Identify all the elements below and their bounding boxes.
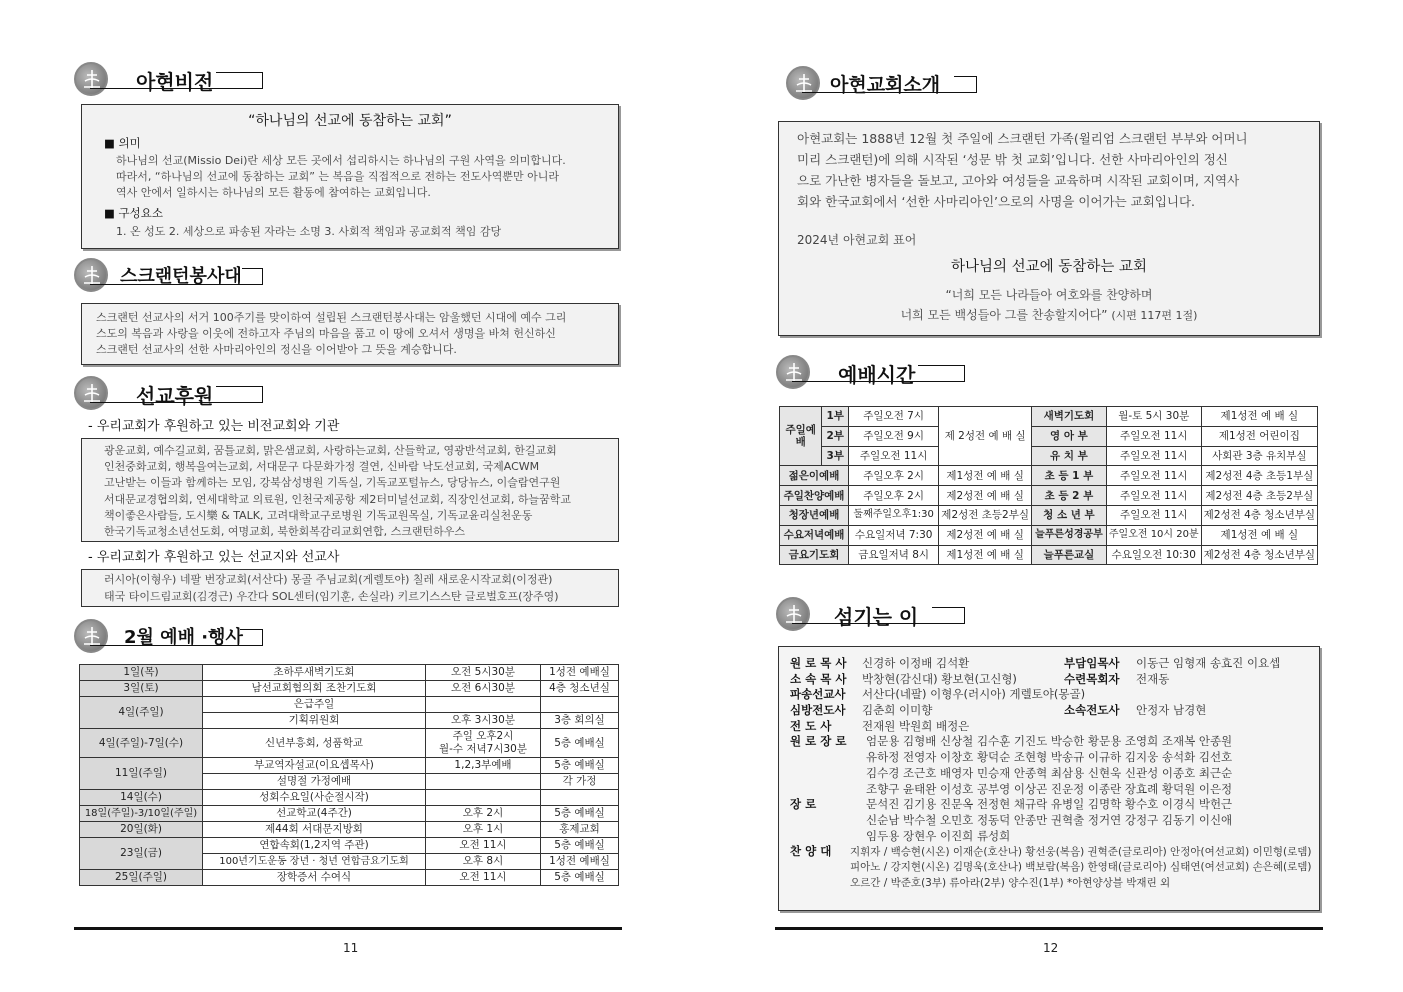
- table-row: 2부 주일오전 9시 영 아 부 주일오전 11시 제1성전 어린이집: [780, 426, 1318, 446]
- church-logo-icon: [776, 597, 810, 631]
- mission-list1-box: 광운교회, 예수길교회, 꿈틀교회, 맑은샘교회, 사랑하는교회, 산들학교, 영광반석교회, 한길교회 인천중화교회, 행복을여는교회, 서대문구 다문화가정 결연, 신바람 낙도선교회, 국제ACWM 고난받는 이들과 함께하는 모임, 강북삼성병원 기독실, 기독교포털뉴스, 당당뉴스, 이슬람연구원 서대문교경협의회, 연세대학교 의료원, 인천국제공항 제2터미널선교회, 직장인선교회, 하늘꿈학교 책이좋은사람들, 도시樂 & TALK, 고려대학교구로병원 기독교원목실, 기독교윤리실천운동 한국기독교청소년선도회, 여명교회, 북한회복감리교회연합, 스크랜턴하우스: [81, 438, 619, 542]
- church-logo-icon: [776, 355, 810, 389]
- table-row: 25일(주일) 장학증서 수여식 오전 11시 5층 예배실: [80, 870, 619, 886]
- calendar-table: [79, 664, 619, 886]
- table-row: 4일(주일)-7일(수) 신년부흥회, 성품학교 주일 오후2시 월-수 저녁7시30분 5층 예배실: [80, 729, 619, 758]
- vision-box: [81, 104, 619, 249]
- table-row: 3일(토) 남선교회협의회 조찬기도회 오전 6시30분 4층 청소년실: [80, 681, 619, 697]
- church-logo-icon: [74, 376, 108, 410]
- mission-sub1: - 우리교회가 후원하고 있는 비전교회와 기관: [88, 419, 340, 434]
- church-logo-icon: [74, 62, 108, 96]
- intro-box: 아현교회는 1888년 12월 첫 주일에 스크랜턴 가족(윌리엄 스크랜턴 부부와 어머니 미리 스크랜턴)에 의해 시작된 ‘성문 밖 첫 교회’입니다. 선한 사마리아인의 정신 으로 가난한 병자들을 돌보고, 고아와 여성들을 교육하며 시작된 교회이며, 지역사 회와 한국교회에서 ‘선한 사마리아인’으로의 사명을 이어가는 교회입니다. 2024년 아현교회 표어 하나님의 선교에 동참하는 교회 “너희 모든 나라들아 여호와를 찬양하며 너희 모든 백성들아 그를 찬송할지어다” (시편 117편 1절): [778, 121, 1320, 336]
- table-row: 주일찬양예배 주일오후 2시 제2성전 예 배 실 초 등 2 부 주일오전 11시 제2성전 4층 초등2부실: [780, 486, 1318, 506]
- footer-rule-left: [74, 927, 622, 930]
- table-row: 1일(목) 초하루새벽기도회 오전 5시30분 1성전 예배실: [80, 665, 619, 681]
- vision-quote: “하나님의 선교에 동참하는 교회”: [248, 113, 452, 129]
- table-row: 4일(주일) 은급주일: [80, 697, 619, 713]
- section-title: 섬기는 이: [834, 605, 919, 629]
- page-number-left: 11: [343, 941, 359, 955]
- table-row: 기획위원회 오후 3시30분 3층 회의실: [80, 713, 619, 729]
- verse-line2: 너희 모든 백성들아 그를 찬송할지어다”: [900, 308, 1108, 322]
- motto-label: 2024년 아현교회 표어: [797, 233, 917, 247]
- mission-list2-box: 러시아(이형우) 네팔 번장교회(서산다) 몽골 주님교회(게렐토야) 칠레 새로운시작교회(이정관) 태국 타이드림교회(김경근) 우간다 SOL센터(임기훈, 손실라) 키르기스스탄 글로벌호프(장주영): [81, 569, 619, 607]
- section-header-vision: [74, 62, 274, 102]
- table-row: 20일(화) 제44회 서대문지방회 오후 1시 홍제교회: [80, 822, 619, 838]
- vision-meaning-text: 하나님의 선교(Missio Dei)란 세상 모든 곳에서 섭리하시는 하나님의 구원 사역을 의미합니다. 따라서, “하나님의 선교에 동참하는 교회” 는 복음을 직접적으로 전하는 전도사역뿐만 아니라 역사 안에서 일하시는 하나님의 모든 활동에 참여하는 교회입니다.: [116, 154, 566, 199]
- table-row: 금요기도회 금요일저녁 8시 제1성전 예 배 실 늘푸른교실 수요일오전 10:30 제2성전 4층 청소년부실: [780, 545, 1318, 565]
- table-row: 설명절 가정예배 각 가정: [80, 774, 619, 790]
- section-header-scranton: [74, 258, 274, 298]
- vision-components-text: 1. 온 성도 2. 세상으로 파송된 자라는 소명 3. 사회적 책임과 공교회적 책임 감당: [116, 225, 502, 238]
- table-row: 청장년예배 둘째주일오후1:30 제2성전 초등2부실 청 소 년 부 주일오전 11시 제2성전 4층 청소년부실: [780, 505, 1318, 525]
- table-row: 젊은이예배 주일오후 2시 제1성전 예 배 실 초 등 1 부 주일오전 11시 제2성전 4층 초등1부실: [780, 466, 1318, 486]
- motto: 하나님의 선교에 동참하는 교회: [951, 259, 1147, 275]
- vision-heading-components: ■ 구성요소: [104, 206, 163, 220]
- table-row: 18일(주일)-3/10일(주일) 선교학교(4주간) 오후 2시 5층 예배실: [80, 806, 619, 822]
- verse-ref: (시편 117편 1절): [1111, 309, 1198, 322]
- table-row: 수요저녁예배 수요일저녁 7:30 제2성전 예 배 실 늘푸른성경공부 주일오전 10시 20분 제1성전 예 배 실: [780, 525, 1318, 545]
- staff-list: 원 로 목 사 신경하 이정배 김석환 부담임목사 이동근 임형재 송효진 이요셉 소 속 목 사 박창현(감신대) 황보현(고신형) 수련목회자 전재동 파송선교사 서산다(네팔) 이형우(러시아) 게렐토야(몽골) 심방전도사 김춘희 이미향 소속전도사 안정자 남경현 전 도 사 전재원 박원희 배정은 원 로 장 로 엄문용 김형배 신상철 김수훈 기진도 박승한 황문용 조영희 조재복 안종원 유하정 전영자 이창호 황덕순 조현형 박송규 이규하 김지웅 송석화 김선호 김수경 조근호 배영자 민승재 안종혁 최삼용 신현욱 신관성 이종호 최근순 조향구 윤태완 이성호 공부영 이상곤 진운정 이종란 장효례 황덕원 이은정 장 로 문석진 김기용 진문옥 전정현 채규락 유병일 김명학 황수호 이경식 박헌근 신순남 박수철 오민호 정동덕 안종만 권혁출 정거연 강정구 김동기 이신애 임두용 장현우 이진희 류성희 찬 양 대 지휘자 / 백승현(시온) 이재순(호산나) 황선웅(복음) 권혁준(글로리아) 안정아(여선교회) 이민형(로뎀) 피아노 / 강지현(시온) 김명욱(호산나) 백보람(복음) 한영태(글로리아) 심태연(여선교회) 손은혜(로뎀) 오르간 / 박준호(3부) 류아라(2부) 양수진(1부) *아현양상블 박재린 외: [790, 656, 1312, 889]
- section-title: 아현교회소개: [830, 74, 941, 96]
- section-header-worship: [776, 355, 976, 395]
- section-title: 아현비전: [136, 70, 214, 94]
- table-row: 3부 주일오전 11시 유 치 부 주일오전 11시 사회관 3층 유치부실: [780, 446, 1318, 466]
- section-header-intro: [786, 66, 986, 106]
- verse-line1: “너희 모든 나라들아 여호와를 찬양하며: [945, 288, 1153, 302]
- scranton-box: 스크랜턴 선교사의 서거 100주기를 맞이하여 설립된 스크랜턴봉사대는 암울했던 시대에 예수 그리 스도의 복음과 사랑을 이웃에 전하고자 주님의 마음을 품고 이 땅에 오셔서 생명을 바쳐 헌신하신 스크랜턴 선교사의 선한 사마리아인의 정신을 이어받아 그 뜻을 계승합니다.: [81, 303, 619, 365]
- church-logo-icon: [74, 619, 108, 653]
- table-row: 주일예배 1부 주일오전 7시 제 2성전 예 배 실 새벽기도회 월-토 5시 30분 제1성전 예 배 실: [780, 407, 1318, 427]
- mission-sub2: - 우리교회가 후원하고 있는 선교지와 선교사: [88, 550, 340, 565]
- table-row: 11일(주일) 부교역자설교(이요셉목사) 1,2,3부예배 5층 예배실: [80, 758, 619, 774]
- church-logo-icon: [786, 66, 820, 100]
- church-logo-icon: [74, 258, 108, 292]
- table-row: 23일(금) 연합속회(1,2지역 주관) 오전 11시 5층 예배실: [80, 838, 619, 854]
- footer-rule-right: [775, 927, 1323, 930]
- vision-heading-meaning: ■ 의미: [104, 136, 141, 150]
- section-title: 스크랜턴봉사대: [120, 266, 242, 287]
- section-title: 선교후원: [136, 384, 214, 408]
- worship-table: [779, 406, 1318, 565]
- section-header-staff: [776, 597, 976, 637]
- table-row: 100년기도운동 장년 · 청년 연합금요기도회 오후 8시 1성전 예배실: [80, 854, 619, 870]
- table-row: 14일(수) 성회수요일(사순절시작): [80, 790, 619, 806]
- section-header-calendar: [74, 619, 274, 659]
- page-number-right: 12: [1043, 941, 1059, 955]
- section-title: 2월 예배 ·행사: [124, 627, 243, 648]
- section-title: 예배시간: [838, 363, 916, 387]
- section-header-mission: [74, 376, 274, 416]
